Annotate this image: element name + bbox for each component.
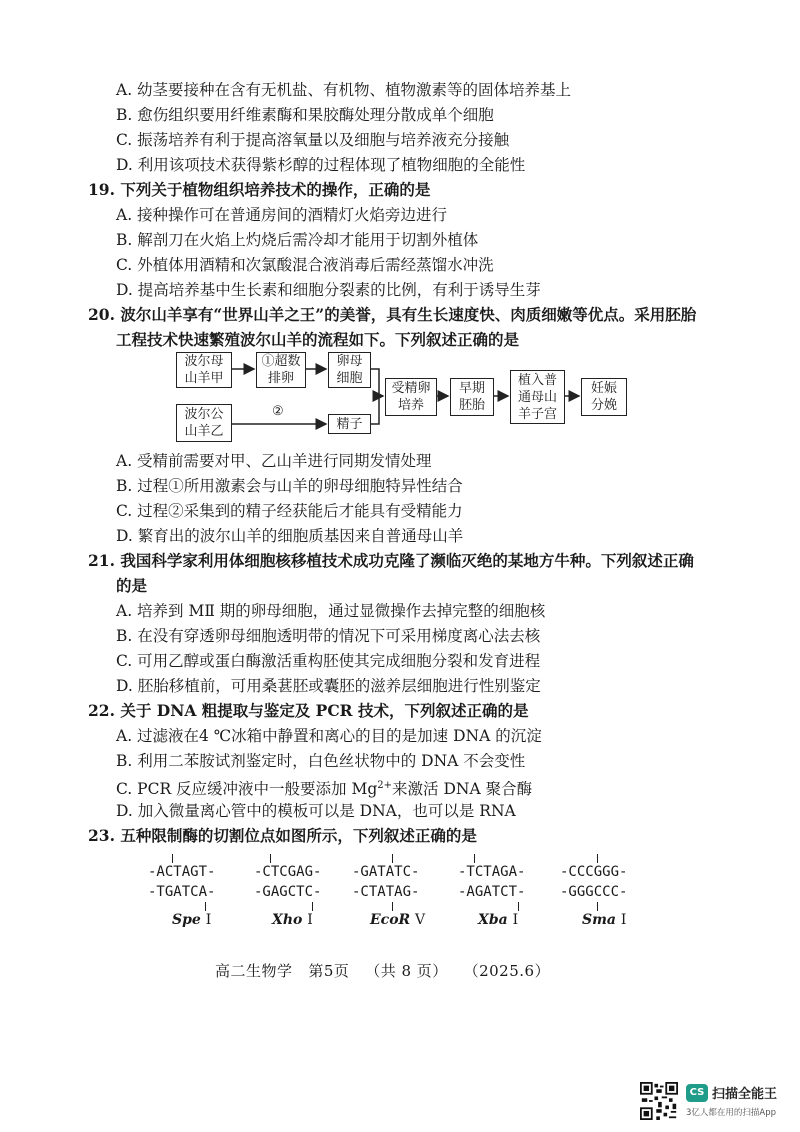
q21-stem-line1: 21. 我国科学家利用体细胞核移植技术成功克隆了濒临灭绝的某地方牛种。下列叙述正确 bbox=[88, 551, 694, 570]
q19-option-a: A. 接种操作可在普通房间的酒精灯火焰旁边进行 bbox=[116, 206, 448, 224]
q21-option-b: B. 在没有穿透卵母细胞透明带的情况下可采用梯度离心法去核 bbox=[116, 627, 541, 645]
flow-box-sperm: 精子 bbox=[328, 414, 371, 434]
flow-box-early-embryo: 早期 胚胎 bbox=[450, 378, 494, 416]
qr-code-icon bbox=[640, 1082, 678, 1120]
flow-box-father-goat: 波尔公 山羊乙 bbox=[176, 404, 232, 442]
q21-option-c: C. 可用乙醇或蛋白酶激活重构胚使其完成细胞分裂和发育进程 bbox=[116, 652, 541, 670]
cut-mark-top bbox=[172, 854, 173, 863]
enzyme-name-italic: Sma bbox=[582, 912, 616, 928]
q18-option-c: C. 振荡培养有利于提高溶氧量以及细胞与培养液充分接触 bbox=[116, 131, 510, 149]
enzyme-name bbox=[582, 912, 626, 928]
enzyme-name bbox=[478, 912, 518, 928]
scanner-tagline: 3亿人都在用的扫描App bbox=[686, 1108, 777, 1118]
flow-box-superovulation: ①超数 排卵 bbox=[256, 352, 306, 388]
cut-mark-bottom bbox=[312, 902, 313, 911]
cut-mark-bottom bbox=[392, 902, 393, 911]
q19-stem: 19. 下列关于植物组织培养技术的操作，正确的是 bbox=[88, 180, 431, 199]
flow-box-mother-goat: 波尔母 山羊甲 bbox=[176, 352, 232, 388]
q20-stem-line1: 20. 波尔山羊享有“世界山羊之王”的美誉，具有生长速度快、肉质细嫩等优点。采用胚胎 bbox=[88, 305, 697, 324]
q19-option-d: D. 提高培养基中生长素和细胞分裂素的比例，有利于诱导生芽 bbox=[116, 281, 541, 299]
enzyme-bottom-strand: -GAGCTC- bbox=[254, 884, 322, 900]
flow-box-ivf-culture: 受精卵 培养 bbox=[385, 378, 437, 416]
enzyme-roman-numeral: Ⅰ bbox=[205, 912, 212, 928]
q21-stem-line2: 的是 bbox=[116, 576, 148, 595]
enzyme-bottom-strand: -AGATCT- bbox=[458, 884, 526, 900]
q20-option-b: B. 过程①所用激素会与山羊的卵母细胞特异性结合 bbox=[116, 477, 463, 495]
flow-box-birth: 妊娠 分娩 bbox=[581, 378, 627, 416]
enzyme-name-italic: Spe bbox=[172, 912, 201, 928]
footer-total: （共 8 页） bbox=[365, 962, 448, 980]
camscanner-logo-icon: CS bbox=[686, 1084, 708, 1102]
q18-option-a: A. 幼茎要接种在含有无机盐、有机物、植物激素等的固体培养基上 bbox=[116, 81, 572, 99]
q21-option-a: A. 培养到 MⅡ 期的卵母细胞，通过显微操作去掉完整的细胞核 bbox=[116, 602, 546, 620]
enzyme-roman-numeral: Ⅰ bbox=[620, 912, 627, 928]
q18-option-d: D. 利用该项技术获得紫杉醇的过程体现了植物细胞的全能性 bbox=[116, 156, 526, 174]
scanner-app-name: 扫描全能王 bbox=[712, 1087, 778, 1102]
enzyme-name bbox=[172, 912, 211, 928]
enzyme-bottom-strand: -CTATAG- bbox=[352, 884, 420, 900]
enzyme-top-strand: -ACTAGT- bbox=[148, 864, 216, 880]
flow-box-oocyte: 卵母 细胞 bbox=[328, 352, 371, 388]
q22-option-b: B. 利用二苯胺试剂鉴定时，白色丝状物中的 DNA 不会变性 bbox=[116, 752, 526, 770]
cut-mark-bottom bbox=[518, 902, 519, 911]
q20-option-a: A. 受精前需要对甲、乙山羊进行同期发情处理 bbox=[116, 452, 432, 470]
q20-option-c: C. 过程②采集到的精子经获能后才能具有受精能力 bbox=[116, 502, 463, 520]
enzyme-name bbox=[272, 912, 313, 928]
cut-mark-top bbox=[597, 854, 598, 863]
enzyme-top-strand: -GATATC- bbox=[352, 864, 420, 880]
q21-option-d: D. 胚胎移植前，可用桑葚胚或囊胚的滋养层细胞进行性别鉴定 bbox=[116, 677, 541, 695]
q22-option-c-part1: C. PCR 反应缓冲液中一般要添加 Mg bbox=[116, 780, 378, 799]
footer-date: （2025.6） bbox=[463, 962, 551, 980]
q19-option-b: B. 解剖刀在火焰上灼烧后需冷却才能用于切割外植体 bbox=[116, 231, 479, 249]
enzyme-top-strand: -CTCGAG- bbox=[254, 864, 322, 880]
q22-stem: 22. 关于 DNA 粗提取与鉴定及 PCR 技术，下列叙述正确的是 bbox=[88, 701, 529, 720]
enzyme-bottom-strand: -TGATCA- bbox=[148, 884, 216, 900]
q22-option-a: A. 过滤液在4 ℃冰箱中静置和离心的目的是加速 DNA 的沉淀 bbox=[116, 727, 542, 745]
q22-option-d: D. 加入微量离心管中的模板可以是 DNA，也可以是 RNA bbox=[116, 802, 516, 820]
enzyme-bottom-strand: -GGGCCC- bbox=[560, 884, 628, 900]
footer-subject: 高二生物学 bbox=[215, 962, 293, 980]
enzyme-top-strand: -TCTAGA- bbox=[458, 864, 526, 880]
q22-option-c bbox=[116, 776, 532, 799]
enzyme-top-strand: -CCCGGG- bbox=[560, 864, 628, 880]
cut-mark-bottom bbox=[205, 902, 206, 911]
footer-page: 第5页 bbox=[308, 962, 350, 980]
q20-stem-line2: 工程技术快速繁殖波尔山羊的流程如下。下列叙述正确的是 bbox=[116, 330, 520, 349]
enzyme-name-italic: Xba bbox=[478, 912, 508, 928]
enzyme-name bbox=[370, 912, 425, 928]
enzyme-name-italic: Xho bbox=[272, 912, 303, 928]
enzyme-name-italic: EcoR bbox=[370, 912, 411, 928]
flow-label-process-2: ② bbox=[272, 404, 284, 419]
cut-mark-bottom bbox=[597, 902, 598, 911]
q22-option-c-superscript: 2+ bbox=[377, 780, 393, 791]
q22-option-c-part2: 来激活 DNA 聚合酶 bbox=[392, 780, 533, 799]
q20-option-d: D. 繁育出的波尔山羊的细胞质基因来自普通母山羊 bbox=[116, 527, 464, 545]
q23-stem: 23. 五种限制酶的切割位点如图所示，下列叙述正确的是 bbox=[88, 826, 477, 845]
enzyme-roman-numeral: Ⅴ bbox=[415, 912, 426, 928]
q18-option-b: B. 愈伤组织要用纤维素酶和果胶酶处理分散成单个细胞 bbox=[116, 106, 494, 124]
enzyme-roman-numeral: Ⅰ bbox=[512, 912, 519, 928]
flow-box-embryo-transfer: 植入普 通母山 羊子宫 bbox=[510, 370, 565, 424]
enzyme-roman-numeral: Ⅰ bbox=[307, 912, 313, 928]
cut-mark-top bbox=[474, 854, 475, 863]
cut-mark-top bbox=[270, 854, 271, 863]
q19-option-c: C. 外植体用酒精和次氯酸混合液消毒后需经蒸馏水冲洗 bbox=[116, 256, 494, 274]
page-footer bbox=[215, 960, 550, 981]
cut-mark-top bbox=[392, 854, 393, 863]
